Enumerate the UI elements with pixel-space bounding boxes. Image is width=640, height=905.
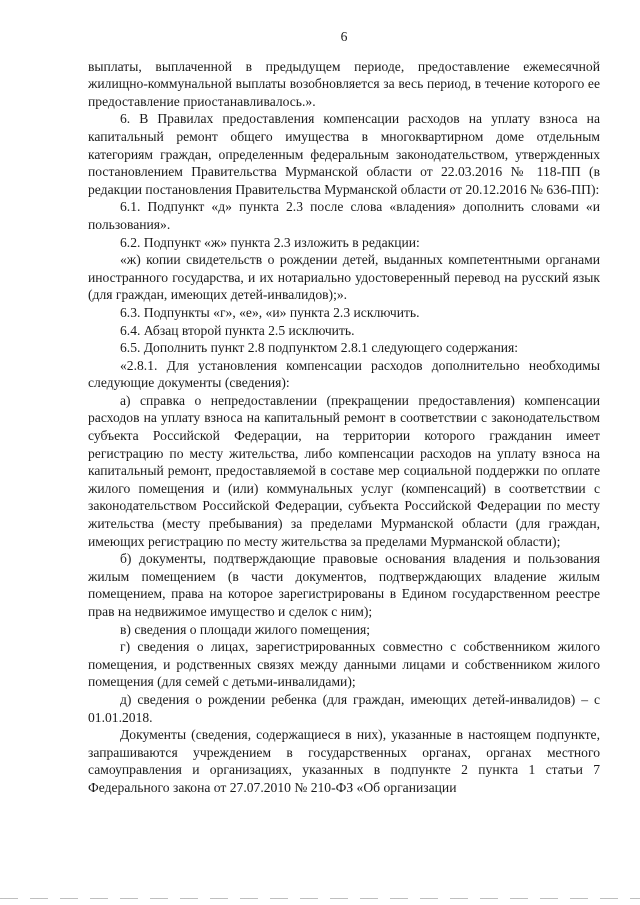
page-number: 6 [340,29,348,44]
paragraph-subitem-d: д) сведения о рождении ребенка (для граждан, имеющих детей-инвалидов) – с 01.01.2018. [88,691,600,725]
paragraph-subitem-a: а) справка о непредоставлении (прекращении предоставления) компенсации расходов на уплату взноса на капитальный ремонт в соответствии с законодательством субъекта Российской Федерации, на территории которого гражданин имеет регистрацию по месту жительства, либо компенсации расходов на уплату взноса на капитальный ремонт, предоставляемой в составе мер социальной поддержки по оплате жилого помещения и (или) коммунальных услуг (компенсаций) в соответствии с законодательством Российской Федерации, субъекта Российской Федерации по месту жительства (месту пребывания) за пределами Мурманской области (для граждан, имеющих регистрацию по месту жительства за пределами Мурманской области); [88,392,600,549]
paragraph-item-6-5: 6.5. Дополнить пункт 2.8 подпунктом 2.8.1 следующего содержания: [120,340,519,356]
paragraph-subitem-g: г) сведения о лицах, зарегистрированных совместно с собственником жилого помещения, и родственных связях между данными лицами и собственником жилого помещения (для семей с детьми-инвалидами); [88,639,600,690]
document-page [88,28,600,797]
paragraph-subitem-2-8-1: «2.8.1. Для установления компенсации расходов дополнительно необходимы следующие документы (сведения): [88,357,600,391]
paragraph-item-6-3: 6.3. Подпункты «г», «е», «и» пункта 2.3 исключить. [120,304,420,320]
paragraph-subitem-zh: «ж) копии свидетельств о рождении детей, выданных компетентными органами иностранного государства, и их нотариально удостоверенный перевод на русский язык (для граждан, имеющих детей-инвалидов);». [88,252,600,303]
paragraph-item-6: 6. В Правилах предоставления компенсации расходов на уплату взноса на капитальный ремонт общего имущества в многоквартирном доме отдельным категориям граждан, определенным федеральным законодательством, утвержденных постановлением Правительства Мурманской области от 22.03.2016 № 118-ПП (в редакции постановления Правительства Мурманской области от 20.12.2016 № 636-ПП): [88,111,600,197]
paragraph-subitem-v: в) сведения о площади жилого помещения; [120,621,371,637]
paragraph-subitem-b: б) документы, подтверждающие правовые основания владения и пользования жилым помещением (в части документов, подтверждающих владение жилым помещением, права на которое зарегистрированы в Едином государственном реестре прав на недвижимое имущество и сделок с ним); [88,551,600,619]
paragraph-documents: Документы (сведения, содержащиеся в них), указанные в настоящем подпункте, запрашиваются учреждением в государственных органах, органах местного самоуправления и организациях, указанных в подпункте 2 пункта 1 статьи 7 Федерального закона от 27.07.2010 № 210-ФЗ «Об организации [88,727,600,795]
paragraph-item-6-2: 6.2. Подпункт «ж» пункта 2.3 изложить в редакции: [120,234,420,250]
scan-edge-artifact [0,898,640,899]
paragraph-item-6-1: 6.1. Подпункт «д» пункта 2.3 после слова «владения» дополнить словами «и пользования». [88,199,600,232]
paragraph-continuation: выплаты, выплаченной в предыдущем периоде, предоставление ежемесячной жилищно-коммунальной выплаты возобновляется за весь период, в течение которого ее предоставление приостанавливалось.». [88,58,600,109]
paragraph-item-6-4: 6.4. Абзац второй пункта 2.5 исключить. [120,322,355,338]
